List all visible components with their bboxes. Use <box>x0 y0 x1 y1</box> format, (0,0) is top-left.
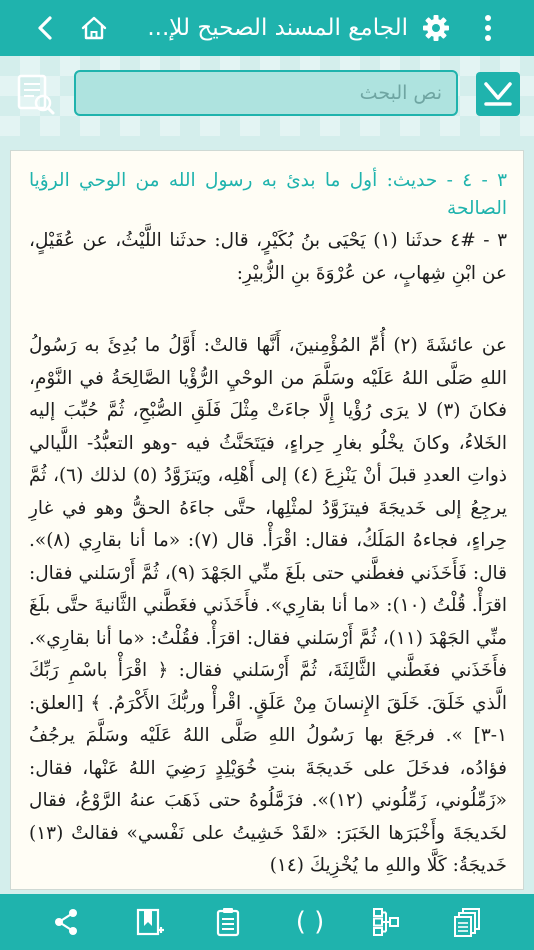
clipboard-icon[interactable] <box>212 906 244 938</box>
top-app-bar <box>0 0 534 56</box>
hadith-heading: ٣ - ٤ - حديث: أول ما بدئ به رسول الله من الوحي الرؤيا الصالحة <box>29 170 507 219</box>
paragraph-gap <box>29 290 507 330</box>
parentheses-button[interactable]: ( ) <box>295 907 325 937</box>
hadith-matn: عن عائشَةَ (٢) أُمِّ المُؤْمِنينَ، أَنَّها قالتْ: أَوَّلُ ما بُدِئَ به رَسُولُ اللهِ صَلَّى اللهُ عَلَيْه وسَلَّمَ من الوحْيِ الرُّؤْيا الصَّالِحَةُ في النَّوْمِ، فكانَ (٣) لا يرَى رُؤْيا إِلَّا جاءَتْ مِثْلَ فَلَقِ الصُّبْحِ، ثُمَّ حُبِّبَ إليه الخَلاءُ، وكانَ يخْلُو بغارِ حِراءٍ، فيَتَحَنَّثُ فيه -وهو التعبُّدُ- اللَّيالي ذواتِ العددِ قبلَ أنْ يَنْزِعَ (٤) إلى أَهْلِه، ويَتزَوَّدُ (٥) لذلك (٦)، ثُمَّ يرجِعُ إلى خَديجَةَ فيتزَوَّدُ لمثْلِها، حتَّى جاءَهُ الحقُّ وهو في غارِ حِراءٍ، فجاءهُ المَلَكُ، فقال: اقْرَأْ. قال (٧): «ما أنا بقارِي (٨)». قال: فَأَخَذَني فغطَّني حتى بلَغَ منِّي الجَهْدَ (٩)، ثُمَّ أَرْسَلني فقال: اقرَأْ. قُلْتُ (١٠): «ما أنا بقارِي». فأَخَذَني فغَطَّني الثَّانيةَ حتَّى بلَغَ منِّي الجَهْدَ (١١)، ثُمَّ أَرْسَلني فقال: اقرَأْ. فقُلْتُ: «ما أنا بقارِي». فأَخَذَني فغَطَّني الثَّالِثَةَ، ثُمَّ أَرْسَلني فقال: ﴿ اقْرَأْ باسْمِ رَبِّكَ الَّذي خَلَقَ. خَلَقَ الإِنسانَ مِنْ عَلَقٍ. اقْرأْ وربُّكَ الأَكْرَمُ. ﴾ [العلق: ١-٣] ». فرجَعَ بها رَسُولُ اللهِ صَلَّى اللهُ عَلَيْه وسَلَّمَ يرجُفُ فؤادُه، فدخَلَ على خَديجَةَ بنتِ خُوَيْلِدٍ رَضِيَ اللهُ عَنْها، فقال: «زَمِّلُوني، زَمِّلُوني (١٢)». فزَمَّلُوهُ حتى ذَهَبَ عنهُ الرَّوْعُ، فقال لخَديجَةَ وأَخْبَرَها الخَبَرَ: «لقَدْ خَشِيتُ على نَفْسي» فقالتْ (١٣) خَديجَةُ: كَلَّا واللهِ ما يُخْزِيكَ (١٤) <box>29 335 508 876</box>
search-input[interactable] <box>74 70 458 116</box>
home-icon[interactable] <box>78 12 110 44</box>
tree-structure-icon[interactable] <box>370 906 402 938</box>
page-title: الجامع المسند الصحيح للإ... <box>147 15 408 41</box>
search-submit-button[interactable] <box>476 72 520 116</box>
document-search-icon[interactable] <box>16 73 56 117</box>
search-bar <box>0 56 534 136</box>
chevron-left-icon[interactable] <box>30 12 62 44</box>
copy-pages-icon[interactable] <box>452 906 484 938</box>
bottom-toolbar <box>0 894 534 950</box>
arrow-down-right-icon <box>476 72 520 116</box>
more-vertical-icon[interactable] <box>474 12 502 44</box>
page-text <box>11 151 523 883</box>
bookmark-add-icon[interactable] <box>134 906 166 938</box>
share-icon[interactable] <box>50 906 82 938</box>
hadith-isnad: ٣ - #٤ حدثَنا (١) يَحْيَى بنُ بُكَيْرٍ، قال: حدثَنا اللَّيْثُ، عن عُقَيْلٍ، عن ابْنِ شِهابٍ، عن عُرْوَةَ بنِ الزُّبيْرِ: <box>29 230 508 284</box>
book-page[interactable] <box>10 150 524 890</box>
gear-icon[interactable] <box>420 12 452 44</box>
